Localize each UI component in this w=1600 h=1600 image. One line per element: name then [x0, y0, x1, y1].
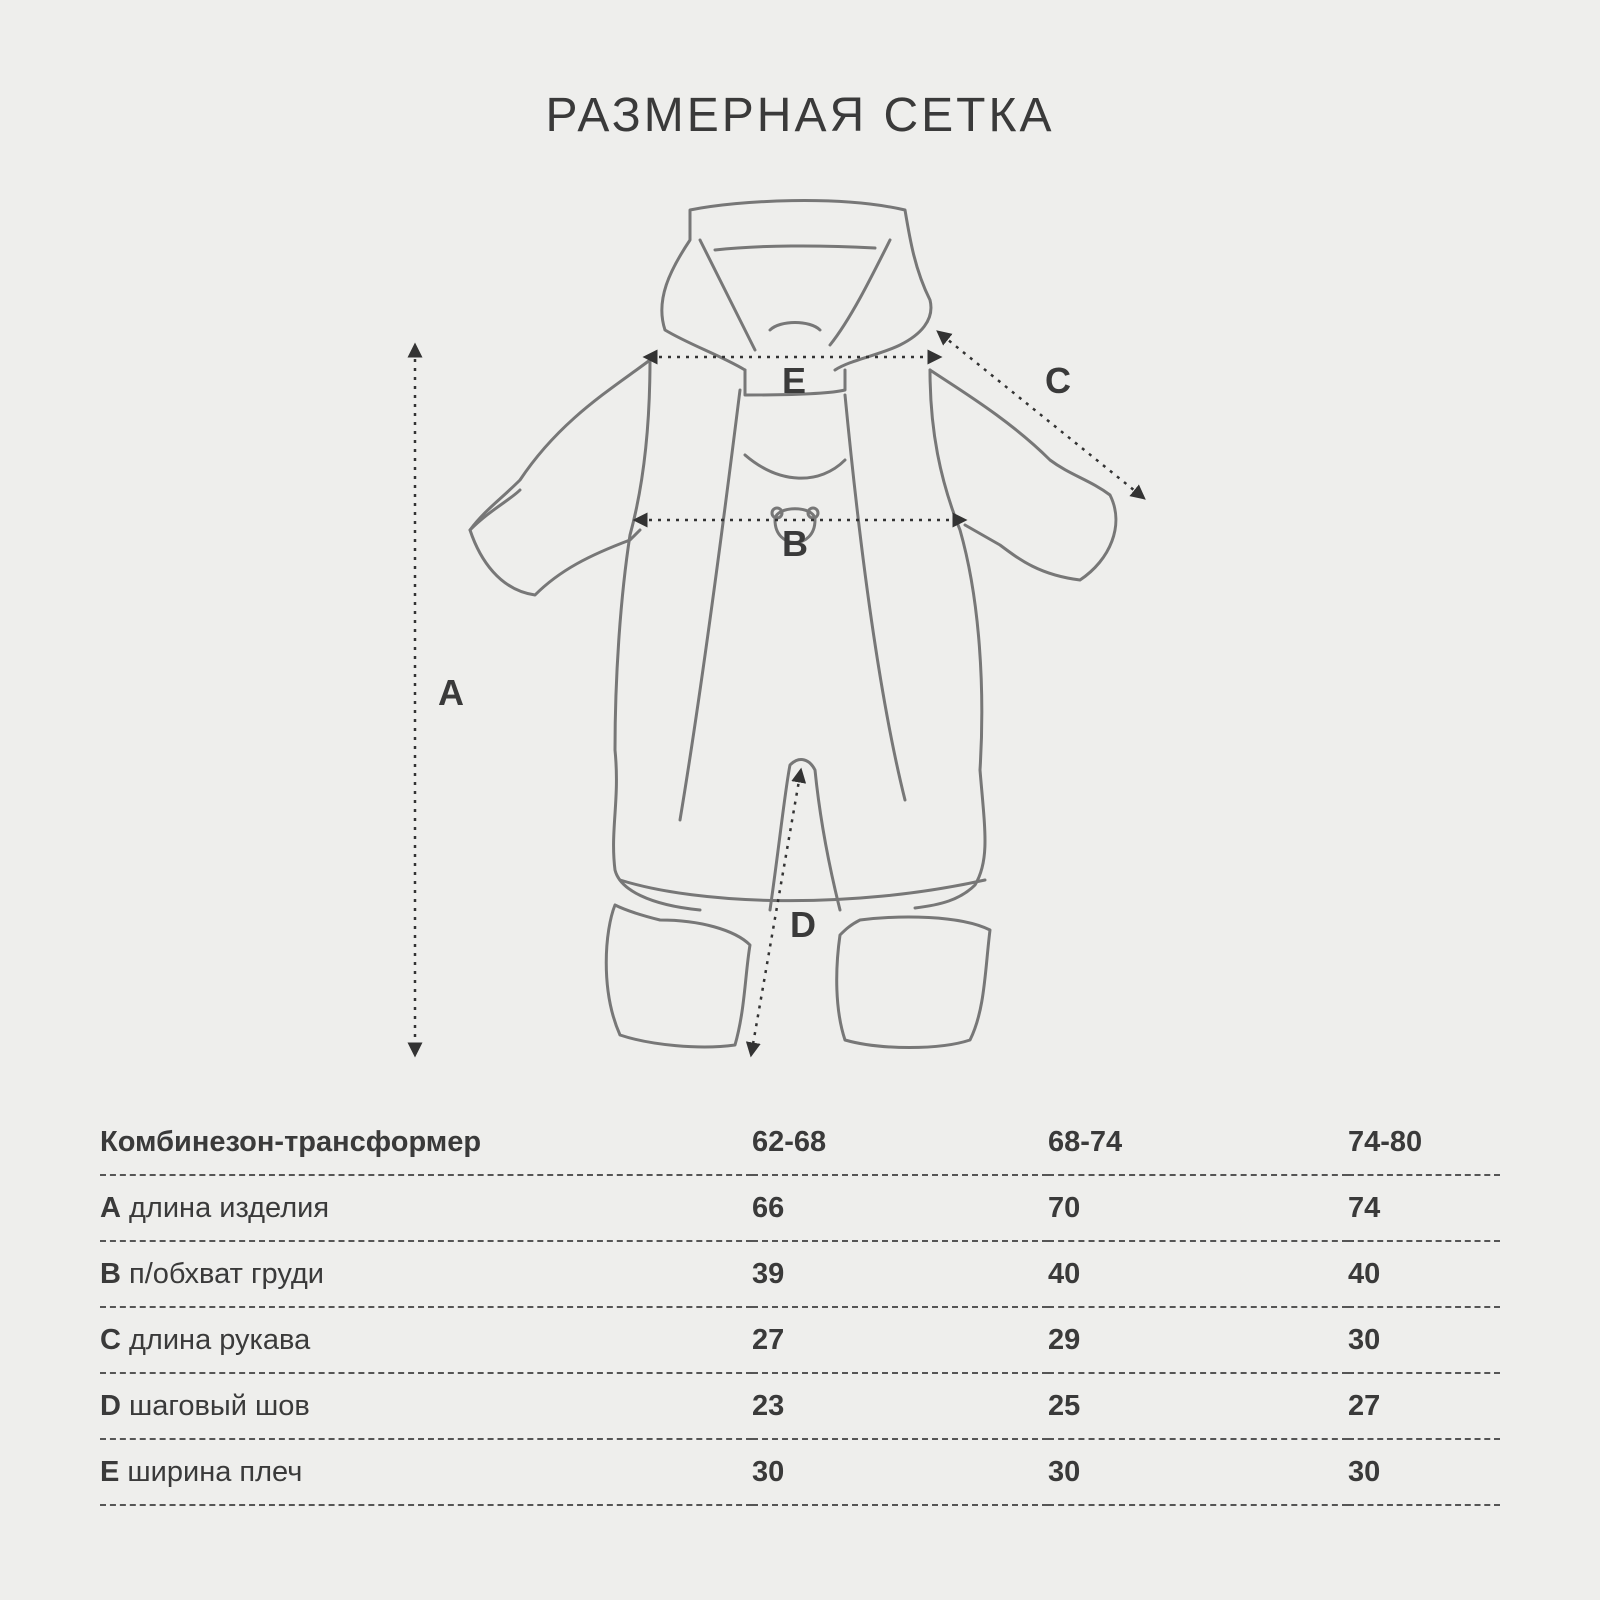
row-value: 40 — [1048, 1241, 1348, 1307]
table-row — [100, 1307, 1500, 1373]
table-row — [100, 1175, 1500, 1241]
row-value: 30 — [752, 1439, 1048, 1505]
row-description: длина изделия — [129, 1191, 330, 1224]
row-value: 27 — [1348, 1373, 1500, 1439]
dimension-label-d: D — [790, 904, 816, 945]
row-parameter — [100, 1307, 752, 1373]
row-value: 70 — [1048, 1175, 1348, 1241]
dimension-label-b: B — [782, 523, 808, 564]
row-parameter — [100, 1439, 752, 1505]
row-code: D — [100, 1389, 121, 1422]
row-parameter — [100, 1175, 752, 1241]
row-value: 29 — [1048, 1307, 1348, 1373]
row-parameter — [100, 1241, 752, 1307]
table-header-size: 68-74 — [1048, 1110, 1348, 1175]
table-row — [100, 1373, 1500, 1439]
table-header-row — [100, 1110, 1500, 1175]
size-diagram — [0, 180, 1600, 1080]
table-header-size: 62-68 — [752, 1110, 1048, 1175]
row-value: 66 — [752, 1175, 1048, 1241]
row-value: 27 — [752, 1307, 1048, 1373]
row-value: 74 — [1348, 1175, 1500, 1241]
table-header-size: 74-80 — [1348, 1110, 1500, 1175]
row-code: E — [100, 1455, 120, 1488]
table-row — [100, 1439, 1500, 1505]
dimension-label-c: C — [1045, 360, 1071, 401]
row-description: длина рукава — [129, 1323, 311, 1356]
row-parameter — [100, 1373, 752, 1439]
dimension-label-e: E — [782, 360, 807, 401]
table-row — [100, 1241, 1500, 1307]
row-value: 40 — [1348, 1241, 1500, 1307]
row-code: A — [100, 1191, 121, 1224]
table-header-name: Комбинезон-трансформер — [100, 1110, 752, 1175]
row-value: 23 — [752, 1373, 1048, 1439]
row-description: п/обхват груди — [129, 1257, 325, 1290]
row-value: 39 — [752, 1241, 1048, 1307]
row-value: 25 — [1048, 1373, 1348, 1439]
row-code: B — [100, 1257, 121, 1290]
page-title: РАЗМЕРНАЯ СЕТКА — [545, 89, 1055, 142]
dimension-label-a: A — [438, 672, 464, 713]
row-value: 30 — [1348, 1439, 1500, 1505]
size-table — [100, 1110, 1500, 1506]
row-code: C — [100, 1323, 121, 1356]
row-description: шаговый шов — [129, 1389, 310, 1422]
row-description: ширина плеч — [127, 1455, 303, 1488]
row-value: 30 — [1048, 1439, 1348, 1505]
row-value: 30 — [1348, 1307, 1500, 1373]
